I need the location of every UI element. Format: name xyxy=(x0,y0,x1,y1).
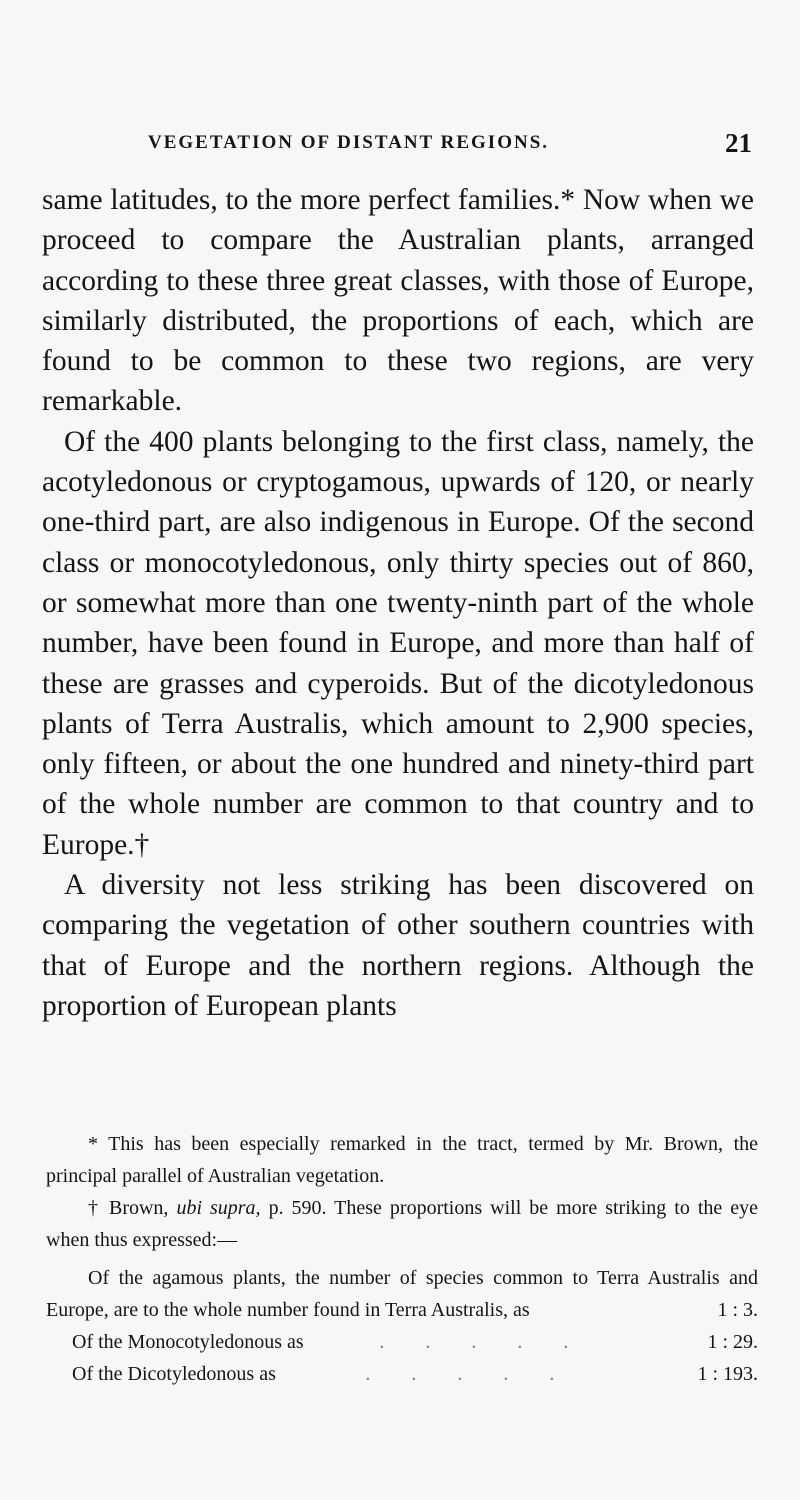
ratio-label: Of the Monocotyledonous as xyxy=(72,1331,304,1353)
ratio-value: 1 : 3. xyxy=(717,1299,758,1321)
page-number: 21 xyxy=(725,128,752,158)
running-title: VEGETATION OF DISTANT REGIONS. xyxy=(148,132,550,153)
footnotes xyxy=(46,1128,758,1390)
footnote-text: p. 590. These proportions will be more striking to the eye when thus expressed:— xyxy=(46,1197,759,1251)
page-header xyxy=(40,128,756,162)
ratio-row-monocotyledonous xyxy=(46,1326,758,1358)
ratio-label: Of the Dicotyledonous as xyxy=(72,1363,276,1385)
paragraph-continued: same latitudes, to the more perfect families.* Now when we proceed to compare the Australian plants, arranged according to these three great classes, with those of Europe, similarly distributed, the proportions of each, which are found to be common to these two regions, are very remarkable. xyxy=(42,184,754,418)
ratio-table xyxy=(46,1262,758,1390)
ratio-value: 1 : 29. xyxy=(707,1331,758,1353)
ratio-value: 1 : 193. xyxy=(697,1363,758,1385)
ratio-row-dicotyledonous xyxy=(46,1358,758,1390)
footnote-reference: ubi supra, xyxy=(176,1197,261,1219)
ratio-row-agamous xyxy=(46,1262,758,1326)
paragraph-australian-classes: Of the 400 plants belonging to the first class, namely, the acotyledonous or cryptogamous, upwards of 120, or nearly one-third part, are also indigenous in Europe. Of the second class or monocotyledonous, only thirty species out of 860, or somewhat more than one twenty-ninth part of the whole number, have been found in Europe, and more than half of these are grasses and cyperoids. But of the dicotyledonous plants of Terra Australis, which amount to 2,900 species, only fifteen, or about the one hundred and ninety-third part of the whole number are common to that country and to Europe.† xyxy=(42,425,754,861)
paragraph-southern-countries: A diversity not less striking has been discovered on comparing the vegetation of other southern countries with that of Europe and the northern regions. Although the proportion of European plants xyxy=(42,869,754,1022)
footnote-author: † Brown, xyxy=(88,1197,169,1219)
footnote-dagger xyxy=(46,1192,758,1256)
leader-dots: . . . . . xyxy=(379,1331,587,1353)
main-text xyxy=(42,180,754,1026)
ratio-label: Of the agamous plants, the number of species common to Terra Australis and Europe, are to the whole number found in Terra Australis, as xyxy=(46,1267,758,1321)
leader-dots: . . . . . xyxy=(365,1363,573,1385)
footnote-asterisk: * This has been especially remarked in the tract, termed by Mr. Brown, the principal parallel of Australian vegetation. xyxy=(46,1133,758,1187)
